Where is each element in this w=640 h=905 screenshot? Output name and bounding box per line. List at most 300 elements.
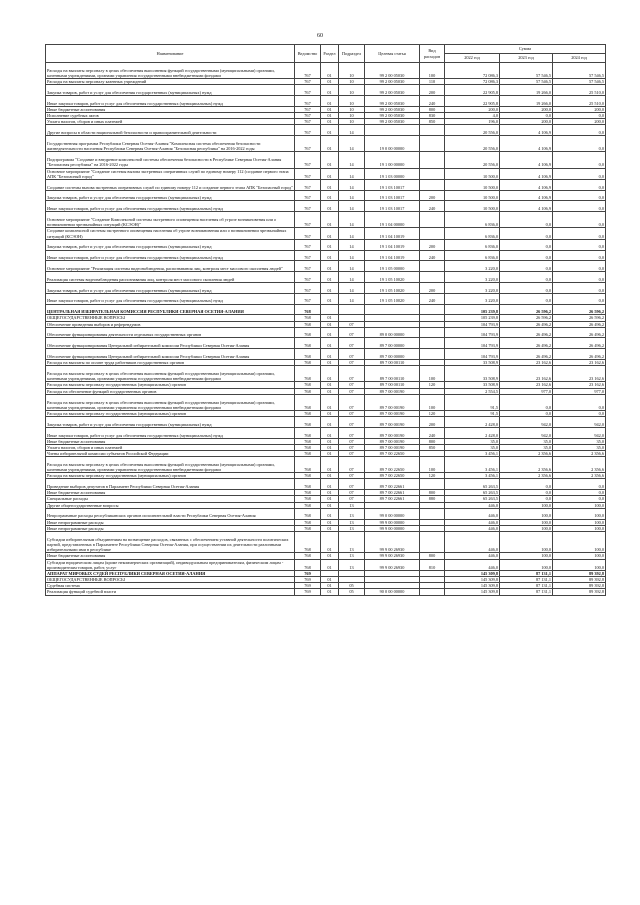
cell-ved: 768 [295,338,321,349]
cell-csr: 89 7 00 22650 [365,473,420,479]
cell-razdel: 01 [321,366,339,382]
table-row [46,304,606,315]
cell-razdel: 01 [321,360,339,366]
cell-csr: 99 9 00 26930 [365,559,420,570]
cell-2023: 100,0 [500,531,553,553]
cell-2022: 4,0 [445,113,500,119]
cell-csr: 89 7 00 00190 [365,417,420,428]
cell-csr: 89 7 00 00190 [365,444,420,450]
cell-2022: 104 793,9 [445,321,500,327]
cell-2022: 20 556,0 [445,125,500,136]
cell-name: ОБЩЕГОСУДАРСТВЕННЫЕ ВОПРОСЫ [46,315,295,321]
cell-2022: 65 263,5 [445,479,500,490]
cell-name: Иные бюджетные ассигнования [46,490,295,496]
cell-razdel: 01 [321,508,339,519]
cell-csr: 19 1 05 00000 [365,261,420,272]
cell-2022: 446,0 [445,519,500,525]
cell-csr: 99 2 00 05030 [365,106,420,112]
table-row [46,293,606,304]
cell-2023: 4 106,9 [500,201,553,212]
table-row [46,272,606,283]
cell-ved: 768 [295,508,321,519]
cell-vr [420,531,445,553]
cell-ved: 768 [295,519,321,525]
cell-name: Расходы на выплаты по оплате труда работников государственных органов [46,360,295,366]
cell-name: Исполнение судебных актов [46,113,295,119]
cell-ved: 767 [295,282,321,293]
cell-ved: 767 [295,212,321,228]
cell-2023: 26 596,2 [500,304,553,315]
table-row [46,190,606,201]
cell-name: Проведение выборов депутатов в Парламент Республики Северная Осетия-Алания [46,479,295,490]
cell-podrazdel: 07 [339,360,365,366]
cell-ved: 768 [295,457,321,473]
budget-table-container [45,44,605,596]
cell-2023: 0,0 [500,113,553,119]
cell-csr: 19 1 03 10017 [365,190,420,201]
cell-2023: 35,0 [500,438,553,444]
cell-ved: 767 [295,63,321,79]
cell-razdel: 01 [321,282,339,293]
cell-razdel: 01 [321,490,339,496]
cell-csr: 99 2 00 05030 [365,85,420,96]
cell-csr: 89 7 00 22650 [365,457,420,473]
cell-2023: 2 356,6 [500,457,553,473]
cell-csr: 89 0 00 00000 [365,327,420,338]
cell-2022: 10 500,0 [445,179,500,190]
cell-2022: 446,0 [445,559,500,570]
cell-name: Основное мероприятие "Реализация системы видеонаблюдения, распознавания лиц, контроля мест массового скопления людей" [46,261,295,272]
cell-2024: 0,0 [553,250,606,261]
cell-name: Создание комплексной системы экстренного оповещения населения об угрозе возникновения или о возникновении чрезвычайных ситуаций (КСЭОН) [46,228,295,239]
cell-name: ЦЕНТРАЛЬНАЯ ИЗБИРАТЕЛЬНАЯ КОМИССИЯ РЕСПУБЛИКИ СЕВЕРНАЯ ОСЕТИЯ-АЛАНИЯ [46,304,295,315]
cell-csr: 99 2 00 05030 [365,63,420,79]
cell-2023: 0,0 [500,239,553,250]
cell-podrazdel: 07 [339,321,365,327]
cell-podrazdel: 14 [339,282,365,293]
cell-name: Субсидии юридическим лицам (кроме некоммерческих организаций), индивидуальным предпринимателям, физическим лицам - производителям товаров, работ, услуг [46,559,295,570]
cell-2024: 89 392,8 [553,577,606,583]
cell-2023: 4 106,9 [500,136,553,152]
cell-name: Обеспечение функционирования деятельности отдельных государственных органов [46,327,295,338]
cell-vr: 240 [420,293,445,304]
cell-2023: 4 106,9 [500,125,553,136]
cell-podrazdel: 14 [339,168,365,179]
cell-name: Уплата налогов, сборов и иных платежей [46,444,295,450]
cell-razdel: 01 [321,106,339,112]
cell-csr: 89 7 00 00190 [365,427,420,438]
cell-2024: 26 496,2 [553,349,606,360]
cell-vr: 800 [420,438,445,444]
cell-razdel: 01 [321,388,339,394]
cell-podrazdel: 14 [339,125,365,136]
cell-2023: 19 266,0 [500,85,553,96]
cell-razdel: 01 [321,589,339,595]
cell-2024: 100,0 [553,553,606,559]
cell-ved: 767 [295,228,321,239]
cell-podrazdel [339,304,365,315]
cell-ved: 768 [295,366,321,382]
cell-csr: 89 7 00 00190 [365,438,420,444]
cell-2022: 446,0 [445,508,500,519]
cell-razdel: 01 [321,85,339,96]
cell-ved: 768 [295,360,321,366]
cell-podrazdel: 14 [339,272,365,283]
cell-razdel: 01 [321,239,339,250]
cell-razdel: 01 [321,338,339,349]
cell-2022: 145 309,8 [445,589,500,595]
cell-2024: 942,0 [553,427,606,438]
cell-vr: 200 [420,239,445,250]
cell-name: ОБЩЕГОСУДАРСТВЕННЫЕ ВОПРОСЫ [46,577,295,583]
cell-2024: 0,0 [553,272,606,283]
table-header [46,45,606,63]
cell-razdel: 01 [321,261,339,272]
cell-2024: 100,0 [553,531,606,553]
table-row [46,261,606,272]
cell-csr: 99 2 00 05030 [365,96,420,107]
cell-name: Расходы на выплаты персоналу государственных (муниципальных) органов [46,382,295,388]
header-name: Наименование [46,45,295,63]
header-2023: 2023 год [500,54,553,63]
cell-ved: 768 [295,553,321,559]
cell-2022: 33 508,9 [445,366,500,382]
cell-2022: 104 793,9 [445,327,500,338]
table-row [46,179,606,190]
cell-ved: 769 [295,583,321,589]
cell-ved: 767 [295,261,321,272]
cell-2023: 100,0 [500,559,553,570]
cell-2022: 105 239,8 [445,315,500,321]
cell-2024: 0,0 [553,239,606,250]
table-row [46,239,606,250]
cell-vr: 110 [420,79,445,85]
cell-name: Закупка товаров, работ и услуг для обеспечения государственных (муниципальных) нужд [46,239,295,250]
cell-razdel: 01 [321,119,339,125]
cell-podrazdel: 07 [339,490,365,496]
cell-2022: 22 905,8 [445,85,500,96]
cell-2024: 0,0 [553,168,606,179]
cell-vr [420,479,445,490]
cell-2022: 3 456,1 [445,457,500,473]
cell-vr: 100 [420,63,445,79]
cell-2023: 26 496,2 [500,327,553,338]
cell-name: Расходы на выплаты персоналу в целях обеспечения выполнения функций государственными (муниципальными) органами, казенными учреждениями, органами управления государственными внебюджетными фондами [46,366,295,382]
cell-name: Иные закупки товаров, работ и услуг для обеспечения государственных (муниципальных) нужд [46,293,295,304]
cell-vr: 120 [420,382,445,388]
cell-2024: 26 496,2 [553,327,606,338]
cell-vr [420,125,445,136]
cell-2024: 0,0 [553,152,606,168]
cell-name: Судебная система [46,583,295,589]
table-row [46,250,606,261]
cell-razdel: 01 [321,315,339,321]
cell-podrazdel: 07 [339,410,365,416]
cell-razdel: 01 [321,519,339,525]
table-row [46,531,606,553]
cell-2023: 87 131,1 [500,570,553,576]
cell-razdel: 01 [321,417,339,428]
cell-name: Уплата налогов, сборов и иных платежей [46,119,295,125]
cell-2023: 26 496,2 [500,349,553,360]
cell-ved: 768 [295,444,321,450]
cell-2023: 0,0 [500,261,553,272]
cell-2022: 91,5 [445,394,500,410]
cell-2022: 10 500,0 [445,168,500,179]
cell-razdel: 01 [321,577,339,583]
cell-2023: 200,0 [500,119,553,125]
cell-podrazdel: 13 [339,553,365,559]
cell-2023: 0,0 [500,410,553,416]
cell-vr: 120 [420,410,445,416]
cell-csr: 99 0 00 00000 [365,508,420,519]
cell-vr: 800 [420,106,445,112]
cell-razdel: 01 [321,438,339,444]
cell-vr: 800 [420,490,445,496]
cell-csr: 89 7 00 00190 [365,394,420,410]
table-row [46,136,606,152]
cell-vr [420,152,445,168]
cell-2022: 3 220,0 [445,282,500,293]
cell-2023: 100,0 [500,508,553,519]
cell-2022: 3 220,0 [445,293,500,304]
cell-csr: 19 1 00 00000 [365,152,420,168]
cell-2022: 91,5 [445,410,500,416]
cell-2024: 200,0 [553,106,606,112]
cell-csr: 99 9 00 26930 [365,531,420,553]
cell-razdel: 01 [321,113,339,119]
table-row [46,327,606,338]
cell-podrazdel: 13 [339,502,365,508]
cell-name: Иные бюджетные ассигнования [46,106,295,112]
cell-vr [420,168,445,179]
cell-vr: 100 [420,394,445,410]
cell-csr: 19 1 03 10017 [365,201,420,212]
cell-2022: 3 456,1 [445,450,500,456]
table-row [46,201,606,212]
cell-name: Подпрограмма "Создание и внедрение комплексной системы обеспечения безопасности в Республике Северная Осетия-Алания "Безопасная республика" на 2016-2022 годы [46,152,295,168]
table-row [46,152,606,168]
cell-name: Члены избирательной комиссии субъектов Российской Федерации [46,450,295,456]
cell-2024: 0,0 [553,282,606,293]
cell-razdel: 01 [321,531,339,553]
cell-ved: 767 [295,168,321,179]
cell-2023: 0,0 [500,228,553,239]
cell-2023: 23 162,6 [500,382,553,388]
header-2022: 2022 год [445,54,500,63]
cell-2023: 23 162,6 [500,366,553,382]
cell-podrazdel: 14 [339,152,365,168]
cell-podrazdel: 10 [339,119,365,125]
cell-ved: 768 [295,559,321,570]
cell-2023: 0,0 [500,272,553,283]
cell-2024: 100,0 [553,525,606,531]
cell-name: Обеспечение проведения выборов и референдумов [46,321,295,327]
cell-vr: 830 [420,113,445,119]
cell-ved: 768 [295,479,321,490]
cell-vr [420,349,445,360]
cell-razdel: 01 [321,327,339,338]
cell-csr: 89 7 00 22650 [365,450,420,456]
cell-2024: 26 596,2 [553,304,606,315]
cell-csr: 19 1 04 10019 [365,250,420,261]
cell-ved: 768 [295,450,321,456]
cell-2024: 2 356,6 [553,450,606,456]
cell-2023: 2 356,6 [500,473,553,479]
cell-2024: 25 510,0 [553,96,606,107]
cell-podrazdel: 07 [339,394,365,410]
cell-2022: 446,0 [445,502,500,508]
cell-ved: 767 [295,152,321,168]
cell-ved: 768 [295,315,321,321]
cell-name: Расходы на выплаты персоналу в целях обеспечения выполнения функций государственными (муниципальными) органами, казенными учреждениями, органами управления государственными внебюджетными фондами [46,394,295,410]
table-row [46,85,606,96]
cell-name: Иные непрограммные расходы [46,519,295,525]
cell-2023: 0,0 [500,282,553,293]
cell-2023: 100,0 [500,519,553,525]
cell-2022: 72 086,3 [445,79,500,85]
cell-name: Расходы на выплаты персоналу казенных учреждений [46,79,295,85]
cell-name: Закупка товаров, работ и услуг для обеспечения государственных (муниципальных) нужд [46,282,295,293]
cell-ved: 767 [295,250,321,261]
cell-2023: 100,0 [500,553,553,559]
cell-name: Обеспечение функционирования Центральной избирательной комиссии Республики Северная Осетия-Алания [46,349,295,360]
cell-ved: 767 [295,239,321,250]
cell-name: Закупка товаров, работ и услуг для обеспечения государственных (муниципальных) нужд [46,190,295,201]
cell-ved: 768 [295,427,321,438]
table-row [46,457,606,473]
cell-vr [420,272,445,283]
cell-name: Другие вопросы в области национальной безопасности и правоохранительной деятельности [46,125,295,136]
cell-vr: 200 [420,417,445,428]
cell-2024: 100,0 [553,559,606,570]
cell-name: Расходы на выплаты персоналу государственных (муниципальных) органов [46,410,295,416]
cell-2023: 0,0 [500,496,553,502]
cell-razdel: 01 [321,559,339,570]
cell-2024: 0,0 [553,179,606,190]
cell-podrazdel: 07 [339,366,365,382]
cell-2024: 23 162,6 [553,360,606,366]
cell-2023: 942,0 [500,427,553,438]
cell-2023: 19 266,0 [500,96,553,107]
cell-2022: 10 500,0 [445,190,500,201]
cell-2022: 6 836,0 [445,239,500,250]
cell-name: АППАРАТ МИРОВЫХ СУДЕЙ РЕСПУБЛИКИ СЕВЕРНАЯ ОСЕТИЯ-АЛАНИЯ [46,570,295,576]
cell-podrazdel: 07 [339,496,365,502]
cell-razdel: 01 [321,410,339,416]
cell-2024: 23 162,6 [553,366,606,382]
cell-2023: 100,0 [500,525,553,531]
cell-vr: 240 [420,201,445,212]
cell-name: Закупка товаров, работ и услуг для обеспечения государственных (муниципальных) нужд [46,85,295,96]
cell-razdel: 01 [321,553,339,559]
cell-razdel: 01 [321,168,339,179]
cell-vr [420,589,445,595]
cell-podrazdel: 10 [339,79,365,85]
cell-2024: 25 510,0 [553,85,606,96]
cell-2022: 6 836,0 [445,212,500,228]
header-podrazdel: Подраздел [339,45,365,63]
table-row [46,228,606,239]
cell-csr: 89 7 00 00190 [365,410,420,416]
cell-ved: 769 [295,570,321,576]
cell-name: Расходы на выплаты персоналу в целях обеспечения выполнения функций государственными (муниципальными) органами, казенными учреждениями, органами управления государственными внебюджетными фондами [46,457,295,473]
cell-2022: 104 793,9 [445,338,500,349]
cell-2022: 2 554,5 [445,388,500,394]
cell-razdel: 01 [321,63,339,79]
cell-2023: 0,0 [500,293,553,304]
cell-podrazdel: 05 [339,589,365,595]
cell-2024: 0,0 [553,212,606,228]
cell-ved: 768 [295,525,321,531]
cell-razdel: 01 [321,250,339,261]
cell-name: Расходы на выплаты персоналу государственных (муниципальных) органов [46,473,295,479]
table-row [46,168,606,179]
table-body [46,63,606,596]
cell-2022: 65 263,5 [445,496,500,502]
cell-2024: 0,0 [553,394,606,410]
cell-podrazdel: 10 [339,96,365,107]
cell-vr: 200 [420,85,445,96]
cell-razdel: 01 [321,349,339,360]
cell-ved: 769 [295,589,321,595]
cell-podrazdel: 07 [339,417,365,428]
cell-podrazdel: 10 [339,106,365,112]
cell-2023: 0,0 [500,490,553,496]
cell-2022: 22 905,8 [445,96,500,107]
budget-table [45,44,606,596]
table-row [46,508,606,519]
table-row [46,96,606,107]
cell-name: Другие общегосударственные вопросы [46,502,295,508]
cell-razdel: 01 [321,136,339,152]
cell-podrazdel: 07 [339,382,365,388]
cell-podrazdel: 13 [339,508,365,519]
cell-2023: 0,0 [500,394,553,410]
cell-2023: 87 131,1 [500,589,553,595]
header-summa: Сумма [445,45,606,54]
cell-vr: 240 [420,250,445,261]
cell-2023: 0,0 [500,212,553,228]
table-row [46,282,606,293]
cell-2023: 0,0 [500,250,553,261]
cell-ved: 768 [295,417,321,428]
cell-name: Основное мероприятие "Создание системы вызова экстренных оперативных служб по единому номеру 112 (создание первого этапа АПК "Безопасный город" [46,168,295,179]
cell-ved: 767 [295,96,321,107]
cell-csr: 89 7 00 00000 [365,349,420,360]
cell-csr: 89 7 00 00110 [365,360,420,366]
cell-vr: 120 [420,473,445,479]
cell-ved: 767 [295,179,321,190]
cell-2022: 20 556,0 [445,152,500,168]
cell-podrazdel: 07 [339,427,365,438]
cell-2022: 2 428,0 [445,417,500,428]
cell-csr: 99 9 00 00000 [365,519,420,525]
cell-2024: 0,0 [553,113,606,119]
cell-ved: 768 [295,410,321,416]
cell-2024: 2 356,6 [553,457,606,473]
cell-name: Иные непрограммные расходы [46,525,295,531]
cell-2024: 0,0 [553,479,606,490]
cell-vr [420,261,445,272]
cell-csr: 19 1 04 10019 [365,239,420,250]
cell-podrazdel: 14 [339,261,365,272]
cell-razdel: 01 [321,179,339,190]
cell-ved: 768 [295,327,321,338]
cell-name: Государственная программа Республики Северная Осетия-Алания "Комплексная система обеспечения безопасности жизнедеятельности населения Республики Северная Осетия-Алания "Безопасная республика" на 2016-2022 годы [46,136,295,152]
cell-podrazdel: 10 [339,85,365,96]
cell-name: Основное мероприятие "Создание Комплексной системы экстренного оповещения населения об угрозе возникновения или о возникновении чрезвычайных ситуаций (КСЭОН)" [46,212,295,228]
